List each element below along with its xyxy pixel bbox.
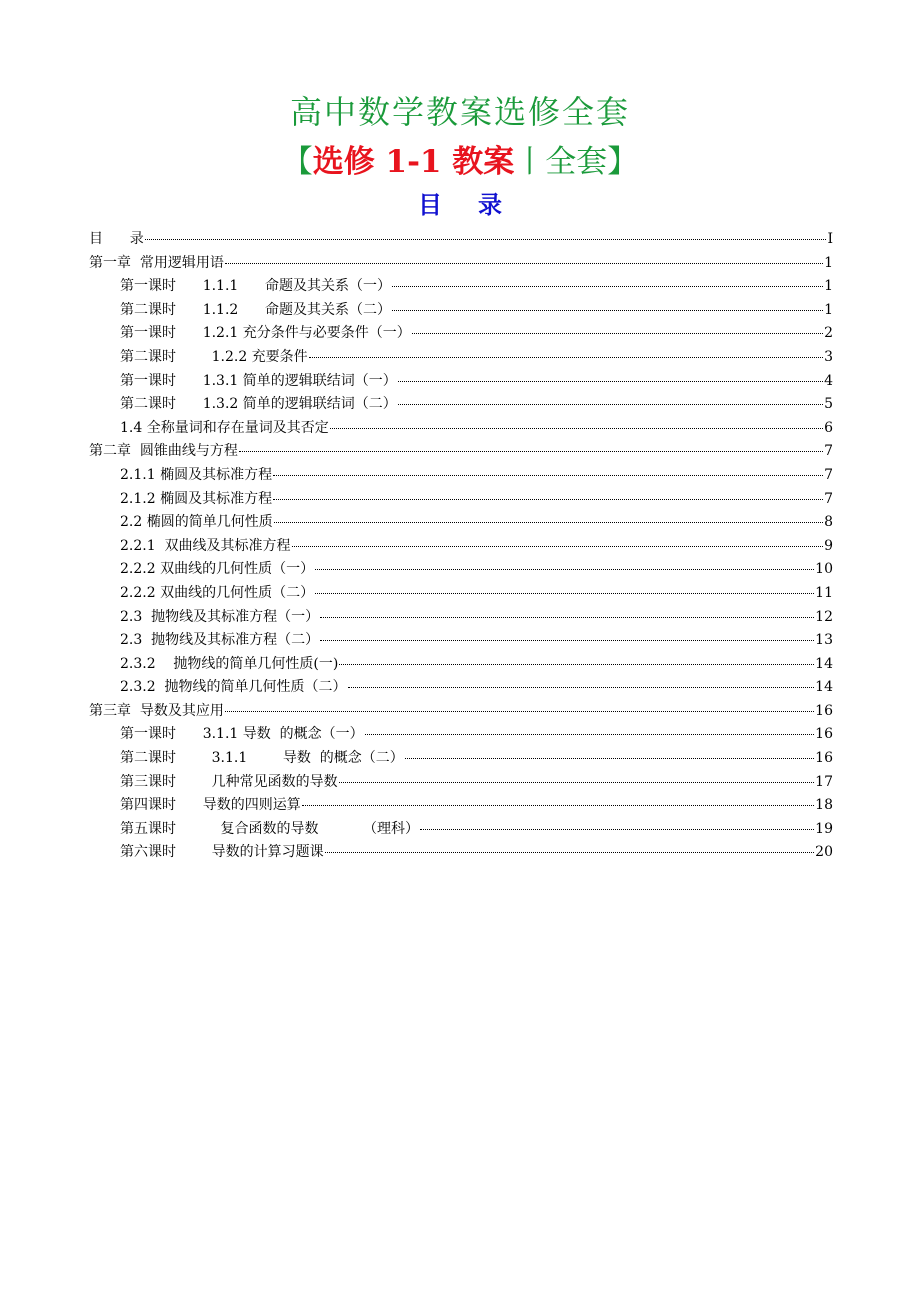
toc-entry-label: 第五课时 复合函数的导数 （理科）	[120, 820, 420, 837]
toc-entry-page: 18	[815, 797, 833, 814]
toc-entry-label: 第二课时 1.1.2 命题及其关系（二）	[120, 301, 392, 318]
toc-entry-page: 1	[824, 301, 833, 318]
toc-entry[interactable]	[89, 794, 833, 818]
toc-dot-leader	[145, 239, 827, 240]
toc-entry-page: 1	[824, 278, 833, 295]
toc-entry-page: 14	[815, 679, 833, 696]
toc-entry-label: 2.2.2 双曲线的几何性质（二）	[120, 584, 315, 601]
toc-entry-page: 9	[824, 537, 833, 554]
toc-entry[interactable]	[89, 723, 833, 747]
toc-entry-page: 5	[824, 396, 833, 413]
toc-entry[interactable]	[89, 464, 833, 488]
toc-dot-leader	[339, 782, 815, 783]
toc-dot-leader	[273, 499, 823, 500]
toc-entry-page: 3	[824, 348, 833, 365]
toc-entry[interactable]	[89, 488, 833, 512]
toc-entry-label: 目 录	[89, 231, 144, 247]
toc-dot-leader	[392, 286, 823, 287]
toc-entry-label: 第二课时 1.2.2 充要条件	[120, 348, 308, 365]
toc-entry-page: 14	[815, 655, 833, 672]
toc-dot-leader	[348, 687, 815, 688]
toc-entry-label: 第一课时 1.1.1 命题及其关系（一）	[120, 278, 392, 295]
toc-entry-page: 6	[824, 419, 833, 436]
toc-entry-page: 12	[815, 608, 833, 625]
toc-dot-leader	[315, 569, 814, 570]
toc-entry[interactable]	[89, 771, 833, 795]
toc-entry[interactable]	[89, 275, 833, 299]
toc-entry[interactable]	[89, 629, 833, 653]
toc-dot-leader	[225, 711, 814, 712]
toc-dot-leader	[365, 734, 814, 735]
toc-dot-leader	[398, 404, 823, 405]
toc-entry-page: 2	[824, 325, 833, 342]
toc-entry-page: 7	[824, 490, 833, 507]
document-title: 高中数学教案选修全套	[289, 93, 630, 131]
toc-dot-leader	[315, 593, 814, 594]
toc-dot-leader	[292, 546, 824, 547]
toc-entry-page: 10	[815, 561, 833, 578]
toc-dot-leader	[273, 475, 823, 476]
toc-entry[interactable]	[89, 747, 833, 771]
toc-entry-label: 第四课时 导数的四则运算	[120, 797, 301, 814]
toc-entry[interactable]	[89, 346, 833, 370]
toc-entry-page: 11	[815, 584, 833, 601]
toc-entry[interactable]	[89, 228, 833, 252]
subtitle-separator: 丨	[514, 144, 546, 180]
toc-heading	[0, 188, 920, 222]
toc-dot-leader	[339, 664, 814, 665]
toc-entry-page: 4	[824, 372, 833, 389]
toc-dot-leader	[302, 805, 814, 806]
toc-dot-leader	[320, 640, 814, 641]
toc-entry-page: 1	[824, 254, 833, 271]
toc-entry-label: 第一课时 1.2.1 充分条件与必要条件（一）	[120, 325, 411, 342]
toc-entry-page: 16	[815, 726, 833, 743]
toc-entry[interactable]	[89, 370, 833, 394]
toc-entry-label: 第六课时 导数的计算习题课	[120, 844, 324, 861]
toc-entry-label: 第一课时 1.3.1 简单的逻辑联结词（一）	[120, 372, 397, 389]
toc-entry-label: 2.1.1 椭圆及其标准方程	[120, 466, 273, 483]
toc-entry-page: 7	[824, 466, 833, 483]
toc-entry-label: 1.4 全称量词和存在量词及其否定	[120, 419, 329, 436]
toc-entry[interactable]	[89, 252, 833, 276]
toc-entry[interactable]	[89, 511, 833, 535]
toc-entry-label: 2.3 抛物线及其标准方程（二）	[120, 632, 320, 649]
toc-entry-page: I	[827, 231, 833, 247]
toc-entry-label: 第三课时 几种常见函数的导数	[120, 773, 338, 790]
toc-entry-page: 7	[824, 443, 833, 460]
toc-entry[interactable]	[89, 322, 833, 346]
toc-entry-label: 2.2.2 双曲线的几何性质（一）	[120, 561, 315, 578]
toc-entry-page: 16	[815, 702, 833, 719]
toc-dot-leader	[405, 758, 814, 759]
toc-entry-label: 第二课时 3.1.1 导数 的概念（二）	[120, 750, 404, 767]
toc-entry-page: 19	[815, 820, 833, 837]
toc-dot-leader	[330, 428, 823, 429]
subtitle-main: 选修 1-1 教案	[312, 144, 515, 180]
toc-dot-leader	[325, 852, 815, 853]
toc-entry[interactable]	[89, 299, 833, 323]
table-of-contents	[89, 228, 833, 865]
toc-dot-leader	[320, 617, 814, 618]
toc-entry-label: 2.3.2 抛物线的简单几何性质(一)	[120, 655, 339, 672]
toc-dot-leader	[412, 333, 823, 334]
toc-entry[interactable]	[89, 393, 833, 417]
toc-entry-page: 20	[815, 844, 833, 861]
toc-entry-label: 第二课时 1.3.2 简单的逻辑联结词（二）	[120, 396, 397, 413]
toc-entry[interactable]	[89, 700, 833, 724]
toc-dot-leader	[392, 310, 823, 311]
toc-dot-leader	[309, 357, 823, 358]
toc-entry[interactable]	[89, 653, 833, 677]
toc-entry-label: 2.2 椭圆的简单几何性质	[120, 514, 273, 531]
toc-entry-label: 第三章 导数及其应用	[89, 702, 224, 719]
toc-entry-label: 2.3.2 抛物线的简单几何性质（二）	[120, 679, 347, 696]
document-subtitle	[0, 142, 920, 182]
toc-entry[interactable]	[89, 676, 833, 700]
toc-entry[interactable]	[89, 606, 833, 630]
toc-dot-leader	[420, 829, 814, 830]
toc-entry-page: 8	[824, 514, 833, 531]
toc-entry[interactable]	[89, 417, 833, 441]
toc-entry-page: 17	[815, 773, 833, 790]
toc-entry[interactable]	[89, 582, 833, 606]
toc-entry[interactable]	[89, 841, 833, 865]
toc-entry-label: 第一课时 3.1.1 导数 的概念（一）	[120, 726, 364, 743]
subtitle-tail: 全套	[545, 144, 608, 180]
toc-heading-right: 录	[478, 190, 502, 219]
subtitle-bracket-open: 【	[281, 144, 313, 180]
toc-entry-label: 2.1.2 椭圆及其标准方程	[120, 490, 273, 507]
toc-entry[interactable]	[89, 818, 833, 842]
toc-entry[interactable]	[89, 535, 833, 559]
toc-dot-leader	[274, 522, 823, 523]
toc-dot-leader	[225, 263, 823, 264]
toc-entry[interactable]	[89, 558, 833, 582]
toc-dot-leader	[239, 451, 823, 452]
toc-dot-leader	[398, 381, 823, 382]
toc-entry-label: 第一章 常用逻辑用语	[89, 254, 224, 271]
toc-entry[interactable]	[89, 440, 833, 464]
toc-entry-label: 2.3 抛物线及其标准方程（一）	[120, 608, 320, 625]
toc-entry-page: 13	[815, 632, 833, 649]
subtitle-bracket-close: 】	[607, 144, 639, 180]
toc-entry-page: 16	[815, 750, 833, 767]
toc-heading-left: 目	[418, 190, 442, 219]
toc-entry-label: 第二章 圆锥曲线与方程	[89, 443, 238, 460]
toc-entry-label: 2.2.1 双曲线及其标准方程	[120, 537, 291, 554]
